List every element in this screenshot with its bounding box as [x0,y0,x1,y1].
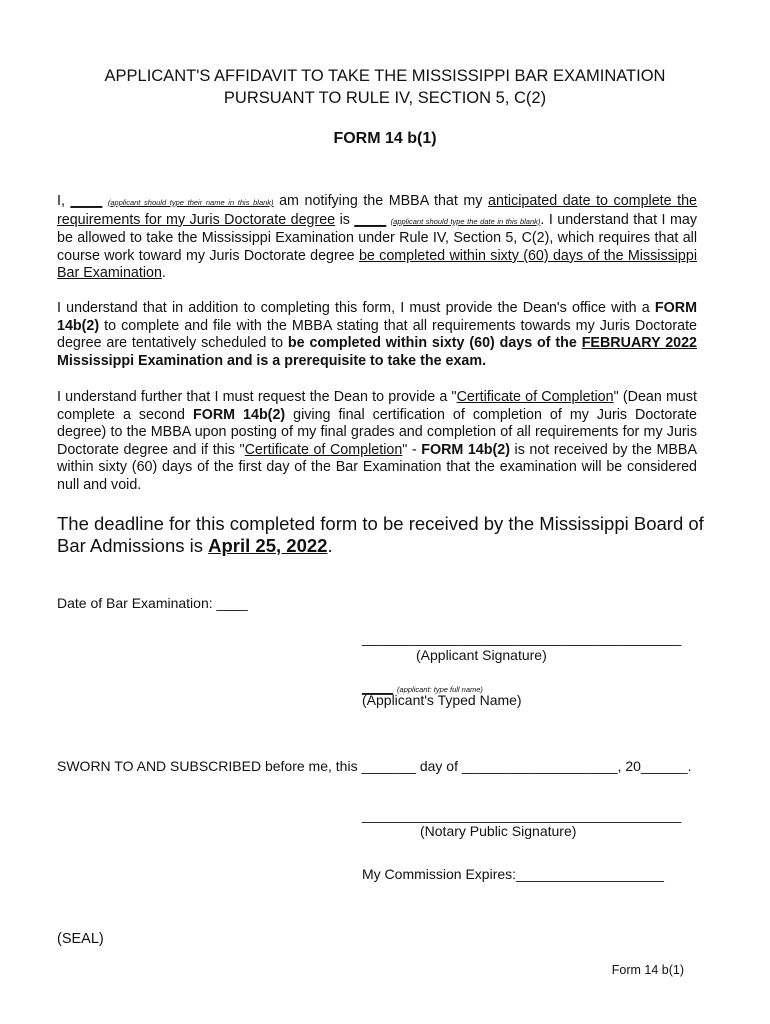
seal-label: (SEAL) [57,931,104,947]
typed-name-blank[interactable]: ____ [362,679,394,695]
exam-month: FEBRUARY 2022 [581,335,697,352]
text: . [161,265,166,282]
paragraph-certificate [57,389,697,495]
commission-expires-field[interactable]: My Commission Expires:___________________ [362,866,664,882]
text: " (Dean must complete a second [57,389,697,423]
applicant-name-blank[interactable]: ____ [70,193,103,209]
form-ref: FORM 14b(2) [421,441,510,458]
applicant-signature-label: (Applicant Signature) [416,647,547,663]
text: I understand further that I must request the Dean to provide a " [57,389,457,405]
text: . I understand that I may be allowed to take the Mississippi Examination under Rule IV, Section 5, C(2), which requires that all course work toward my Juris Doctorate degree [57,211,697,264]
text: am notifying the MBBA that my [273,193,489,209]
title-line-2: PURSUANT TO RULE IV, SECTION 5, C(2) [223,89,547,107]
typed-name-label: (Applicant's Typed Name) [362,692,522,708]
name-hint: (applicant should type their name in this blank) [107,198,274,207]
text: The deadline for this completed form to be received by the Mississippi Board of Bar Admissions is [57,513,704,556]
text: is not received by the MBBA within sixty (60) days of the first day of the Bar Examination that the examination will be considered null and void. [57,441,697,493]
completion-requirement-phrase: be completed within sixty (60) days of the Mississippi Bar Examination [57,247,697,282]
text: giving final certification of completion of my Juris Doctorate degree) to the MBBA upon posting of my final grades and completion of all requirements for my Juris Doctorate degree and if this " [57,406,697,458]
deadline-date: April 25, 2022 [208,535,328,556]
anticipated-date-phrase: anticipated date to complete the requirements for my Juris Doctorate degree [57,193,697,228]
paragraph-dean-form [57,300,697,370]
notary-signature-label: (Notary Public Signature) [420,823,577,839]
text: I understand that in addition to completing this form, I must provide the Dean's office with a [57,300,655,316]
text: I, [57,193,71,209]
completion-date-blank[interactable]: ____ [354,211,387,228]
sworn-statement[interactable]: SWORN TO AND SUBSCRIBED before me, this _______ day of ____________________, 20______. [57,758,692,774]
date-of-exam-field[interactable]: Date of Bar Examination: ____ [57,595,248,611]
form-number: FORM 14 b(1) [333,130,437,147]
date-hint: (applicant should type the date in this blank) [390,216,541,226]
bold-phrase: Mississippi Examination and is a prerequisite to take the exam. [57,352,487,369]
notary-signature-line[interactable]: _________________________________________ [362,807,682,823]
deadline-notice [57,513,707,557]
certificate-ref: Certificate of Completion [456,389,614,405]
form-ref: FORM 14b(2) [57,300,697,334]
applicant-signature-line[interactable]: _________________________________________ [362,630,682,646]
bold-phrase: be completed within sixty (60) days of the [287,335,582,352]
text: . [327,535,333,556]
text: to complete and file with the MBBA stating that all requirements towards my Juris Doctorate degree are tentatively scheduled to [57,317,697,352]
paragraph-notification [57,193,697,283]
typed-name-hint: (applicant: type full name) [397,685,483,694]
text: " - [402,441,422,458]
form-ref: FORM 14b(2) [192,406,286,423]
text: is [335,211,355,228]
certificate-ref: Certificate of Completion [244,441,403,458]
title-line-1: APPLICANT'S AFFIDAVIT TO TAKE THE MISSISSIPPI BAR EXAMINATION [104,67,666,85]
footer-form-label: Form 14 b(1) [611,963,684,977]
